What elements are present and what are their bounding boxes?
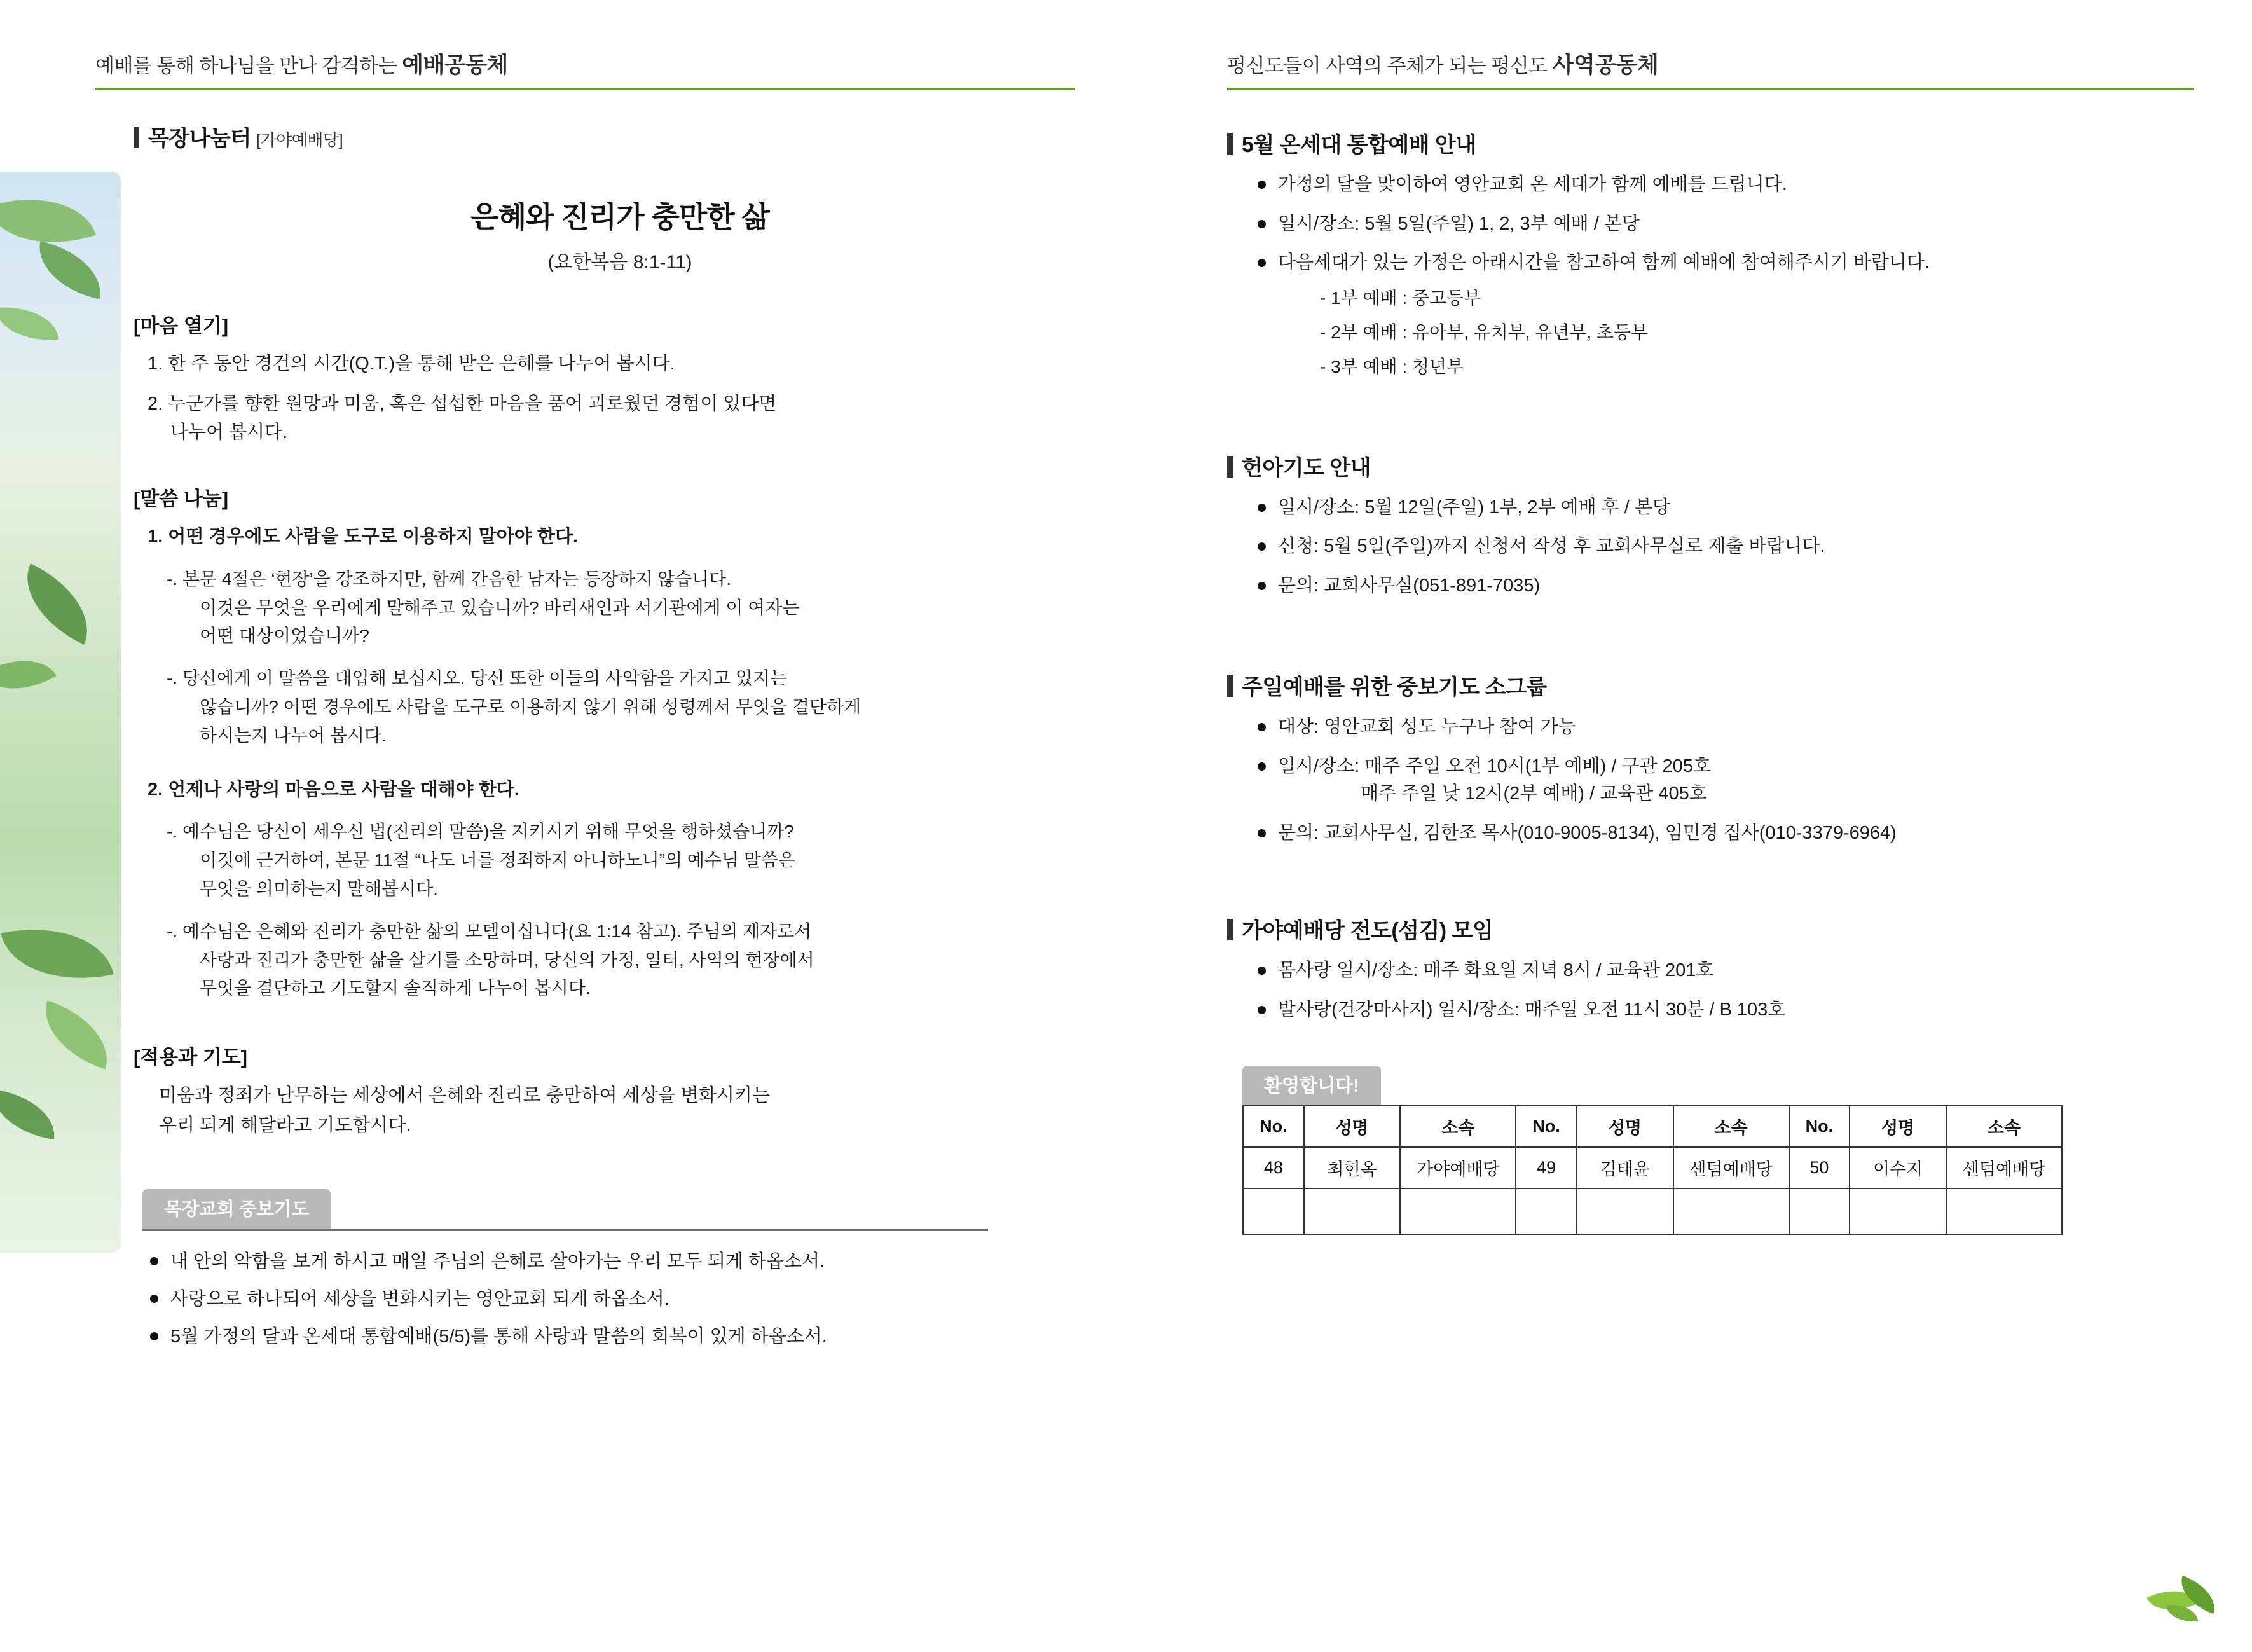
open-heart-item-1: 1. 한 주 동안 경건의 시간(Q.T.)을 통해 받은 은혜를 나누어 봅시다.: [148, 354, 675, 374]
welcome-col-aff-3: 소속: [1946, 1106, 2062, 1147]
welcome-cell: [1946, 1188, 2062, 1234]
table-row: [1243, 1147, 2062, 1188]
sermon-reference: (요한복음 8:1-11): [547, 252, 692, 273]
intercession-rule: [142, 1229, 988, 1231]
apply-prayer-block: [134, 1041, 1106, 1141]
welcome-col-aff-1: 소속: [1400, 1106, 1516, 1147]
section-subtitle-text: [가야예배당]: [256, 130, 343, 149]
tick-marker-icon: [1227, 133, 1233, 155]
welcome-cell: [1304, 1188, 1401, 1234]
apply-heading: [적용과 기도]: [134, 1046, 247, 1069]
leaf-icon: [0, 642, 57, 708]
right-column-header: [1227, 0, 2194, 79]
corner-leaf-decoration: [2150, 1569, 2227, 1627]
intercession-list: [142, 1248, 1106, 1351]
p1-b-line1: -. 당신에게 이 말씀을 대입해 보십시오. 당신 또한 이들의 사악함을 가지고 있지는: [167, 668, 787, 689]
welcome-cell: 김태윤: [1577, 1147, 1673, 1188]
welcome-cell: [1789, 1188, 1850, 1234]
welcome-cell: 50: [1789, 1147, 1850, 1188]
welcome-cell: 48: [1243, 1147, 1304, 1188]
p1-b-line3: 하시는지 나누어 봅시다.: [200, 725, 387, 745]
word-share-heading: [말씀 나눔]: [134, 487, 229, 510]
sermon-title: 은혜와 진리가 충만한 삶: [470, 200, 769, 233]
welcome-cell: 센텀예배당: [1946, 1147, 2062, 1188]
notice-bullets-intercession-group: [1250, 713, 2194, 847]
notice-bullet-line1: 일시/장소: 매주 주일 오전 10시(1부 예배) / 구관 205호: [1278, 755, 1711, 776]
notice-bullet: 문의: 교회사무실(051-891-7035): [1250, 572, 2194, 600]
welcome-cell: 49: [1516, 1147, 1577, 1188]
left-header-plain: 예배를 통해 하나님을 만나 감격하는: [95, 55, 402, 77]
intercession-item: 사랑으로 하나되어 세상을 변화시키는 영안교회 되게 하옵소서.: [142, 1285, 1106, 1314]
notice-bullet: 대상: 영안교회 성도 누구나 참여 가능: [1250, 713, 2194, 741]
welcome-cell: [1673, 1188, 1789, 1234]
welcome-cell: 가야예배당: [1400, 1147, 1516, 1188]
welcome-col-name-3: 성명: [1850, 1106, 1946, 1147]
left-header-rule: [95, 88, 1075, 90]
notice-bullet: 일시/장소: 5월 5일(주일) 1, 2, 3부 예배 / 본당: [1250, 210, 2194, 238]
notice-bullet: 신청: 5월 5일(주일)까지 신청서 작성 후 교회사무실로 제출 바랍니다.: [1250, 533, 2194, 561]
word-share-point-1: 1. 어떤 경우에도 사람을 도구로 이용하지 말아야 한다.: [148, 526, 578, 547]
welcome-table: [1242, 1105, 2063, 1235]
intercession-block: [142, 1189, 1106, 1351]
notice-title-outreach: [1227, 913, 2194, 944]
notice-bullet: 일시/장소: 5월 12일(주일) 1부, 2부 예배 후 / 본당: [1250, 494, 2194, 522]
apply-line-1: 미움과 정죄가 난무하는 세상에서 은혜와 진리로 충만하여 세상을 변화시키는: [159, 1085, 770, 1106]
left-column-header: [95, 0, 1106, 79]
word-share-block: [134, 483, 1106, 1003]
welcome-label: 환영합니다!: [1242, 1066, 1381, 1105]
p2-b-line2: 사랑과 진리가 충만한 삶을 살기를 소망하며, 당신의 가정, 일터, 사역의 현장에서: [200, 949, 814, 970]
notice-section-outreach: [1227, 913, 2194, 1024]
welcome-cell: 최현옥: [1304, 1147, 1401, 1188]
p2-b-line3: 무엇을 결단하고 기도할지 솔직하게 나누어 봅시다.: [200, 978, 591, 998]
notice-bullets-dedication: [1250, 494, 2194, 600]
tick-marker-icon: [1227, 675, 1233, 697]
section-title-mokjang: [134, 121, 1106, 152]
tick-marker-icon: [134, 127, 139, 148]
welcome-cell: [1850, 1188, 1946, 1234]
welcome-cell: [1516, 1188, 1577, 1234]
apply-line-2: 우리 되게 해달라고 기도합시다.: [159, 1115, 411, 1136]
p1-a-line2: 이것은 무엇을 우리에게 말해주고 있습니까? 바리새인과 서기관에게 이 여자는: [200, 597, 800, 617]
notice-subitem: - 2부 예배 : 유아부, 유치부, 유년부, 초등부: [1320, 322, 1649, 342]
tick-marker-icon: [1227, 456, 1233, 478]
notice-bullet: [1250, 753, 2194, 808]
notice-title-intercession-group: [1227, 670, 2194, 701]
section-title-text: 목장나눔터: [148, 127, 251, 151]
p2-a-line1: -. 예수님은 당신이 세우신 법(진리의 말씀)을 지키시기 위해 무엇을 행하셨습니까?: [167, 822, 794, 842]
p1-a-line3: 어떤 대상이었습니까?: [200, 626, 369, 646]
welcome-cell: [1243, 1188, 1304, 1234]
welcome-cell: 센텀예배당: [1673, 1147, 1789, 1188]
notice-title-text: 5월 온세대 통합예배 안내: [1242, 133, 1476, 157]
welcome-table-header-row: [1243, 1106, 2062, 1147]
notice-bullet-line2: 매주 주일 낮 12시(2부 예배) / 교육관 405호: [1361, 783, 1707, 804]
intercession-label: 목장교회 중보기도: [142, 1189, 331, 1229]
notice-title-text: 헌아기도 안내: [1242, 455, 1371, 480]
p2-b-line1: -. 예수님은 은혜와 진리가 충만한 삶의 모델이십니다(요 1:14 참고). 주님의 제자로서: [167, 921, 812, 941]
word-share-p2-a: [167, 818, 1106, 903]
welcome-col-no-2: No.: [1516, 1106, 1577, 1147]
welcome-col-name-2: 성명: [1577, 1106, 1673, 1147]
word-share-point-2: 2. 언제나 사랑의 마음으로 사람을 대해야 한다.: [148, 779, 519, 800]
notice-bullet: 문의: 교회사무실, 김한조 목사(010-9005-8134), 임민경 집사(010-3379-6964): [1250, 820, 2194, 848]
leaf-icon: [0, 1089, 60, 1139]
left-header-bold: 예배공동체: [402, 53, 508, 78]
table-row: [1243, 1188, 2062, 1234]
right-header-bold: 사역공동체: [1552, 53, 1659, 78]
leaf-icon: [9, 563, 106, 644]
open-heart-item-2-line1: 2. 누군가를 향한 원망과 미움, 혹은 섭섭한 마음을 품어 괴로웠던 경험이 있다면: [148, 393, 777, 414]
open-heart-heading: [마음 열기]: [134, 315, 229, 337]
tick-marker-icon: [1227, 919, 1233, 940]
notice-subitem: - 3부 예배 : 청년부: [1320, 356, 1464, 376]
notice-bullet: 다음세대가 있는 가정은 아래시간을 참고하여 함께 예배에 참여해주시기 바랍니다.: [1250, 249, 2194, 277]
notice-bullet: 발사랑(건강마사지) 일시/장소: 매주일 오전 11시 30분 / B 103호: [1250, 996, 2194, 1024]
right-header-plain: 평신도들이 사역의 주체가 되는 평신도: [1227, 55, 1553, 77]
right-header-rule: [1227, 88, 2194, 90]
notice-bullets-outreach: [1250, 957, 2194, 1024]
notice-subitem: - 1부 예배 : 중고등부: [1320, 287, 1481, 308]
p1-a-line1: -. 본문 4절은 ‘현장’을 강조하지만, 함께 간음한 남자는 등장하지 않습니다.: [167, 568, 732, 589]
open-heart-item-2: [148, 390, 1106, 447]
right-column: [1227, 0, 2194, 1235]
welcome-col-no-3: No.: [1789, 1106, 1850, 1147]
welcome-cell: [1577, 1188, 1673, 1234]
notice-section-worship: [1227, 127, 2194, 380]
open-heart-block: [134, 310, 1106, 447]
intercession-item: 5월 가정의 달과 온세대 통합예배(5/5)를 통해 사랑과 말씀의 회복이 있게 하옵소서.: [142, 1323, 1106, 1351]
notice-bullet: 가정의 달을 맞이하여 영안교회 온 세대가 함께 예배를 드립니다.: [1250, 171, 2194, 199]
notice-bullets-worship: [1250, 171, 2194, 380]
notice-title-text: 가야예배당 전도(섬김) 모임: [1242, 919, 1493, 943]
p1-b-line2: 않습니까? 어떤 경우에도 사람을 도구로 이용하지 않기 위해 성령께서 무엇을 결단하게: [200, 696, 862, 717]
welcome-col-name-1: 성명: [1304, 1106, 1401, 1147]
open-heart-item-2-line2: 나누어 봅시다.: [170, 422, 288, 443]
welcome-cell: 이수지: [1850, 1147, 1946, 1188]
intercession-item: 내 안의 악함을 보게 하시고 매일 주님의 은혜로 살아가는 우리 모두 되게 하옵소서.: [142, 1248, 1106, 1276]
welcome-col-no-1: No.: [1243, 1106, 1304, 1147]
notice-bullet: 몸사랑 일시/장소: 매주 화요일 저녁 8시 / 교육관 201호: [1250, 957, 2194, 985]
word-share-p2-b: [167, 918, 1106, 1003]
left-column: [95, 0, 1106, 1351]
p2-a-line3: 무엇을 의미하는지 말해봅시다.: [200, 879, 438, 899]
notice-section-dedication: [1227, 450, 2194, 600]
notice-section-intercession-group: [1227, 670, 2194, 847]
left-body: [134, 121, 1106, 1351]
notice-title-dedication: [1227, 450, 2194, 481]
welcome-block: [1242, 1066, 2194, 1235]
p2-a-line2: 이것에 근거하여, 본문 11절 “나도 너를 정죄하지 아니하노니”의 예수님 말씀은: [200, 850, 795, 871]
notice-title-text: 주일예배를 위한 중보기도 소그룹: [1242, 675, 1547, 699]
welcome-cell: [1400, 1188, 1516, 1234]
word-share-p1-b: [167, 664, 1106, 750]
leaf-icon: [0, 303, 58, 345]
word-share-p1-a: [167, 565, 1106, 650]
notice-title-worship: [1227, 127, 2194, 158]
welcome-col-aff-2: 소속: [1673, 1106, 1789, 1147]
